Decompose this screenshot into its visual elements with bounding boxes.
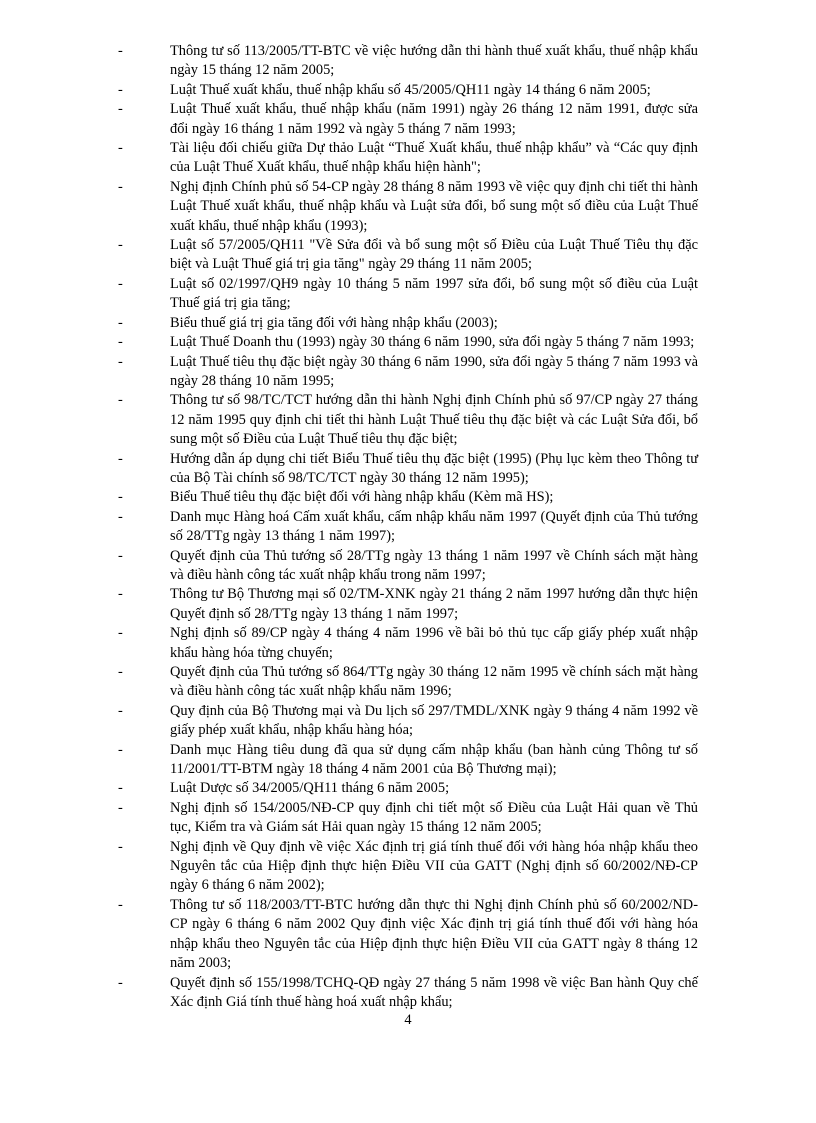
list-item-text: Hướng dẫn áp dụng chi tiết Biểu Thuế tiêu thụ đặc biệt (1995) (Phụ lục kèm theo Thông tư của Bộ Tài chính số 98/TC/TCT ngày 30 tháng 12 năm 1995);	[170, 450, 698, 486]
list-item-text: Danh mục Hàng tiêu dung đã qua sử dụng cấm nhập khẩu (ban hành củng Thông tư số 11/2001/TT-BTM ngày 18 tháng 4 năm 2001 của Bộ Thương mại);	[170, 741, 698, 778]
list-item	[118, 42, 698, 81]
list-item-text: Luật Dược số 34/2005/QH11 tháng 6 năm 2005;	[170, 780, 450, 797]
list-item	[118, 547, 698, 586]
list-bullet: -	[118, 780, 123, 797]
list-bullet: -	[118, 450, 123, 467]
list-item-text: Biểu Thuế tiêu thụ đặc biệt đối với hàng nhập khẩu (Kèm mã HS);	[170, 489, 554, 506]
list-item-text: Luật số 57/2005/QH11 "Về Sửa đổi và bổ sung một số Điều của Luật Thuế Tiêu thụ đặc biệt và Luật Thuế giá trị gia tăng" ngày 29 tháng 11 năm 2005;	[170, 237, 698, 273]
list-item	[118, 236, 698, 275]
list-item	[118, 139, 698, 178]
page-number: 4	[404, 1012, 412, 1028]
list-bullet: -	[118, 702, 123, 719]
list-bullet: -	[118, 178, 123, 195]
list-bullet: -	[118, 353, 123, 370]
list-bullet: -	[118, 974, 123, 991]
list-bullet: -	[118, 392, 123, 409]
list-item-text: Quyết định của Thủ tướng số 864/TTg ngày 30 tháng 12 năm 1995 về chính sách mặt hàng và điều hành công tác xuất nhập khẩu năm 1996;	[170, 664, 698, 700]
list-item	[118, 488, 698, 507]
list-item-text: Thông tư số 113/2005/TT-BTC về việc hướng dẫn thi hành thuế xuất khẩu, thuế nhập khẩu ngày 15 tháng 12 năm 2005;	[170, 43, 698, 79]
list-bullet: -	[118, 101, 123, 118]
list-bullet: -	[118, 896, 123, 913]
list-bullet: -	[118, 625, 123, 642]
list-bullet: -	[118, 489, 123, 506]
list-bullet: -	[118, 43, 123, 59]
list-bullet: -	[118, 237, 123, 254]
list-item-text: Nghị định số 89/CP ngày 4 tháng 4 năm 1996 về bãi bỏ thủ tục cấp giấy phép xuất nhập khẩu hàng hóa từng chuyến;	[170, 625, 698, 661]
list-item-text: Biểu thuế giá trị gia tăng đối với hàng nhập khẩu (2003);	[170, 314, 498, 331]
list-bullet: -	[118, 799, 123, 816]
list-item-text: Luật Thuế Doanh thu (1993) ngày 30 tháng 6 năm 1990, sửa đổi ngày 5 tháng 7 năm 1993;	[170, 334, 695, 351]
list-item-text: Luật Thuế xuất khẩu, thuế nhập khẩu số 45/2005/QH11 ngày 14 tháng 6 năm 2005;	[170, 81, 651, 98]
list-item-text: Nghị định về Quy định về việc Xác định trị giá tính thuế đối với hàng hóa nhập khẩu theo Nguyên tắc của Hiệp định thực hiện Điều VII của GATT (Nghị định số 60/2002/NĐ-CP ngày 6 tháng 6 năm 2002);	[170, 838, 698, 894]
list-item	[118, 741, 698, 780]
list-bullet: -	[118, 275, 123, 292]
list-item-text: Thông tư số 98/TC/TCT hướng dẫn thi hành Nghị định Chính phủ số 97/CP ngày 27 tháng 12 năm 1995 quy định chi tiết thi hành Luật Thuế tiêu thụ đặc biệt và các Luật Sửa đổi, bổ sung một số Điều của Luật Thuế tiêu thụ đặc biệt;	[170, 392, 698, 448]
list-item-text: Quyết định của Thủ tướng số 28/TTg ngày 13 tháng 1 năm 1997 về Chính sách mặt hàng và điều hành công tác xuất nhập khẩu trong năm 1997;	[170, 547, 698, 583]
list-bullet: -	[118, 334, 123, 351]
list-bullet: -	[118, 664, 123, 680]
list-item	[118, 391, 698, 449]
list-item	[118, 779, 698, 798]
list-bullet: -	[118, 81, 123, 98]
list-item-text: Luật Thuế tiêu thụ đặc biệt ngày 30 tháng 6 năm 1990, sửa đổi ngày 5 tháng 7 năm 1993 và ngày 28 tháng 10 năm 1995;	[170, 353, 698, 389]
list-item-text: Thông tư Bộ Thương mại số 02/TM-XNK ngày 21 tháng 2 năm 1997 hướng dẫn thực hiện Quyết định số 28/TTg ngày 13 tháng 1 năm 1997;	[170, 586, 698, 622]
list-item	[118, 663, 698, 702]
reference-list	[118, 42, 698, 1012]
list-bullet: -	[118, 508, 123, 525]
list-bullet: -	[118, 547, 123, 564]
list-item	[118, 81, 698, 100]
list-bullet: -	[118, 586, 123, 603]
list-bullet: -	[118, 314, 123, 331]
list-item	[118, 333, 698, 352]
list-item-text: Nghị định Chính phủ số 54-CP ngày 28 tháng 8 năm 1993 về việc quy định chi tiết thi hành Luật Thuế xuất khẩu, thuế nhập khẩu và Luật sửa đổi, bổ sung một số điều của Luật Thuế xuất khẩu, thuế nhập khẩu (1993);	[170, 178, 698, 234]
list-item	[118, 353, 698, 392]
list-item-text: Quyết định số 155/1998/TCHQ-QĐ ngày 27 tháng 5 năm 1998 về việc Ban hành Quy chế Xác định Giá tính thuế hàng hoá xuất nhập khẩu;	[170, 974, 698, 1010]
list-item	[118, 974, 698, 1013]
list-item-text: Luật số 02/1997/QH9 ngày 10 tháng 5 năm 1997 sửa đổi, bổ sung một số điều của Luật Thuế giá trị gia tăng;	[170, 275, 698, 312]
list-item-text: Quy định của Bộ Thương mại và Du lịch số 297/TMDL/XNK ngày 9 tháng 4 năm 1992 về giấy phép xuất khẩu, nhập khẩu hàng hóa;	[170, 702, 698, 739]
list-bullet: -	[118, 741, 123, 758]
list-item	[118, 275, 698, 314]
list-bullet: -	[118, 838, 123, 855]
list-item-text: Nghị định số 154/2005/NĐ-CP quy định chi tiết một số Điều của Luật Hải quan về Thủ tục, Kiểm tra và Giám sát Hải quan ngày 15 tháng 12 năm 2005;	[170, 799, 698, 836]
list-item	[118, 585, 698, 624]
list-item-text: Thông tư số 118/2003/TT-BTC hướng dẫn thực thi Nghị định Chính phủ số 60/2002/ND-CP ngày 6 tháng 6 năm 2002 Quy định việc Xác định trị giá tính thuế đối với hàng hóa nhập khẩu theo Nguyên tắc của Hiệp định thực hiện Điều VII của GATT ngày 8 tháng 12 năm 2003;	[170, 896, 698, 972]
list-item	[118, 624, 698, 663]
list-item	[118, 508, 698, 547]
list-item	[118, 702, 698, 741]
list-item	[118, 100, 698, 139]
list-item	[118, 799, 698, 838]
list-item	[118, 838, 698, 896]
list-item	[118, 178, 698, 236]
list-item-text: Tài liệu đối chiếu giữa Dự thảo Luật “Thuế Xuất khẩu, thuế nhập khẩu” và “Các quy định của Luật Thuế Xuất khẩu, thuế nhập khẩu hiện hành";	[170, 140, 698, 176]
list-item	[118, 314, 698, 333]
list-item	[118, 450, 698, 489]
list-item-text: Danh mục Hàng hoá Cấm xuất khẩu, cấm nhập khẩu năm 1997 (Quyết định của Thủ tướng số 28/TTg ngày 13 tháng 1 năm 1997);	[170, 508, 698, 545]
list-bullet: -	[118, 140, 123, 157]
list-item-text: Luật Thuế xuất khẩu, thuế nhập khẩu (năm 1991) ngày 26 tháng 12 năm 1991, được sửa đổi ngày 16 tháng 1 năm 1992 và ngày 5 tháng 7 năm 1993;	[170, 101, 698, 137]
list-item	[118, 896, 698, 974]
